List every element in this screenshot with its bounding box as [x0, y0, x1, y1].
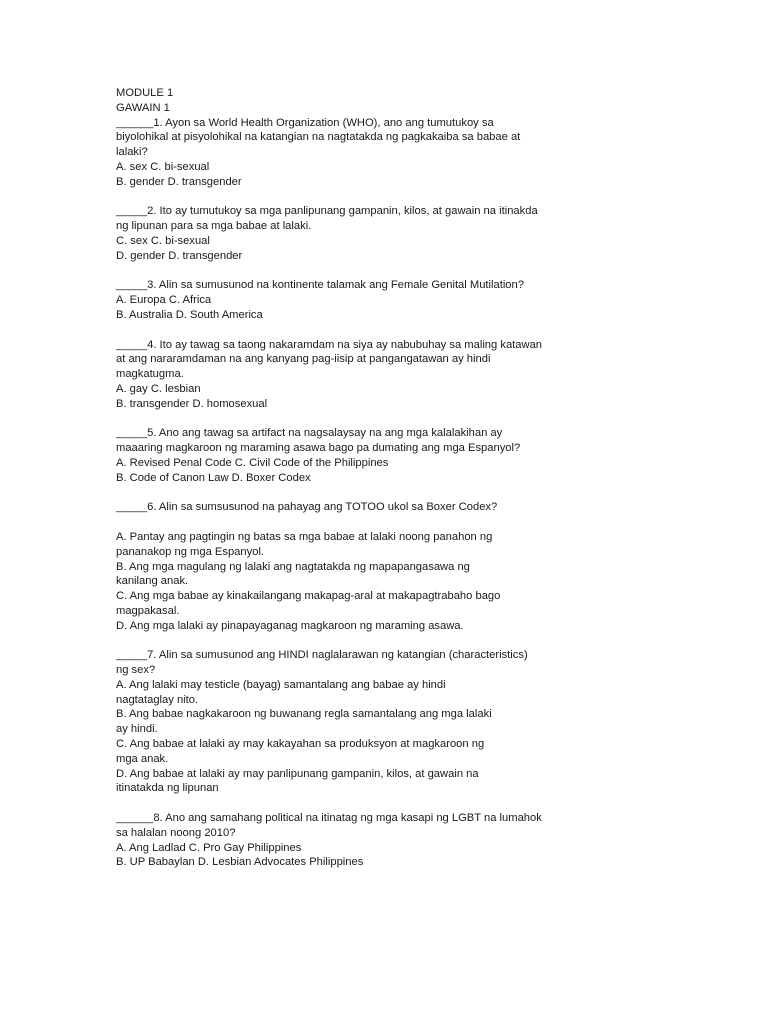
- choice-line: mga anak.: [116, 752, 169, 765]
- question-4: [116, 338, 576, 412]
- choice-line: B. Australia D. South America: [116, 308, 263, 321]
- choice-line: B. gender D. transgender: [116, 175, 242, 188]
- choice-line: C. sex C. bi-sexual: [116, 234, 210, 247]
- choice-line: D. Ang mga lalaki ay pinapayaganag magkaroon ng maraming asawa.: [116, 619, 464, 632]
- spacer: [116, 323, 576, 338]
- question-line: _____4. Ito ay tawag sa taong nakaramdam na siya ay nabubuhay sa maling katawan: [116, 338, 543, 351]
- spacer: [116, 486, 576, 501]
- choice-line: A. Ang Ladlad C. Pro Gay Philippines: [116, 841, 302, 854]
- choice-line: A. Europa C. Africa: [116, 294, 212, 307]
- choice-line: C. Ang babae at lalaki ay may kakayahan sa produksyon at magkaroon ng: [116, 738, 485, 751]
- question-line: _____3. Alin sa sumusunod na kontinente talamak ang Female Genital Mutilation?: [116, 279, 524, 292]
- worksheet-page: [116, 86, 576, 870]
- question-line: _____5. Ano ang tawag sa artifact na nagsalaysay na ang mga kalalakihan ay: [116, 427, 503, 440]
- choice-line: itinatakda ng lipunan: [116, 782, 219, 795]
- spacer: [116, 264, 576, 279]
- question-6: [116, 500, 576, 633]
- question-line: _____6. Alin sa sumsusunod na pahayag ang TOTOO ukol sa Boxer Codex?: [116, 501, 498, 514]
- spacer: [116, 190, 576, 205]
- question-line: _____7. Alin sa sumusunod ang HINDI naglalarawan ng katangian (characteristics): [116, 649, 528, 662]
- question-line: sa halalan noong 2010?: [116, 826, 236, 839]
- module-title: MODULE 1: [116, 87, 174, 99]
- question-line: magkatugma.: [116, 368, 184, 381]
- choice-line: B. Code of Canon Law D. Boxer Codex: [116, 471, 311, 484]
- activity-title: GAWAIN 1: [116, 101, 170, 114]
- choice-line: B. Ang babae nagkakaroon ng buwanang regla samantalang ang mga lalaki: [116, 708, 492, 721]
- choice-line: kanilang anak.: [116, 575, 189, 588]
- choice-line: A. Ang lalaki may testicle (bayag) samantalang ang babae ay hindi: [116, 678, 446, 691]
- question-line: _____2. Ito ay tumutukoy sa mga panlipunang gampanin, kilos, at gawain na itinakda: [116, 205, 538, 218]
- spacer: [116, 412, 576, 427]
- choice-line: B. Ang mga magulang ng lalaki ang nagtatakda ng mapapangasawa ng: [116, 560, 470, 573]
- choice-line: nagtataglay nito.: [116, 693, 199, 706]
- choice-line: A. Revised Penal Code C. Civil Code of the Philippines: [116, 456, 389, 469]
- choice-line: B. transgender D. homosexual: [116, 397, 268, 410]
- question-5: [116, 426, 576, 485]
- question-line: ______1. Ayon sa World Health Organization (WHO), ano ang tumutukoy sa: [116, 116, 494, 129]
- choice-line: A. gay C. lesbian: [116, 382, 201, 395]
- question-line: lalaki?: [116, 146, 148, 159]
- question-1: [116, 116, 576, 190]
- spacer: [116, 796, 576, 811]
- choice-line: ay hindi.: [116, 723, 158, 736]
- question-line: ng sex?: [116, 664, 156, 677]
- choice-line: pananakop ng mga Espanyol.: [116, 545, 265, 558]
- question-line: biyolohikal at pisyolohikal na katangian na nagtatakda ng pagkakaiba sa babae at: [116, 131, 521, 144]
- question-7: [116, 648, 576, 796]
- choice-line: B. UP Babaylan D. Lesbian Advocates Philippines: [116, 856, 364, 869]
- question-line: at ang nararamdaman na ang kanyang pag-iisip at pangangatawan ay hindi: [116, 353, 491, 366]
- question-line: ______8. Ano ang samahang political na itinatag ng mga kasapi ng LGBT na lumahok: [116, 812, 542, 825]
- question-line: maaaring magkaroon ng maraming asawa bago pa dumating ang mga Espanyol?: [116, 442, 521, 455]
- spacer-line: [116, 515, 576, 530]
- choice-line: A. Pantay ang pagtingin ng batas sa mga babae at lalaki noong panahon ng: [116, 530, 493, 543]
- choice-line: C. Ang mga babae ay kinakailangang makapag-aral at makapagtrabaho bago: [116, 590, 501, 603]
- question-3: [116, 278, 576, 322]
- spacer: [116, 633, 576, 648]
- choice-line: magpakasal.: [116, 604, 180, 617]
- question-8: [116, 811, 576, 870]
- question-line: ng lipunan para sa mga babae at lalaki.: [116, 220, 312, 233]
- choice-line: D. gender D. transgender: [116, 249, 243, 262]
- choice-line: D. Ang babae at lalaki ay may panlipunang gampanin, kilos, at gawain na: [116, 767, 479, 780]
- question-2: [116, 204, 576, 263]
- choice-line: A. sex C. bi-sexual: [116, 160, 210, 173]
